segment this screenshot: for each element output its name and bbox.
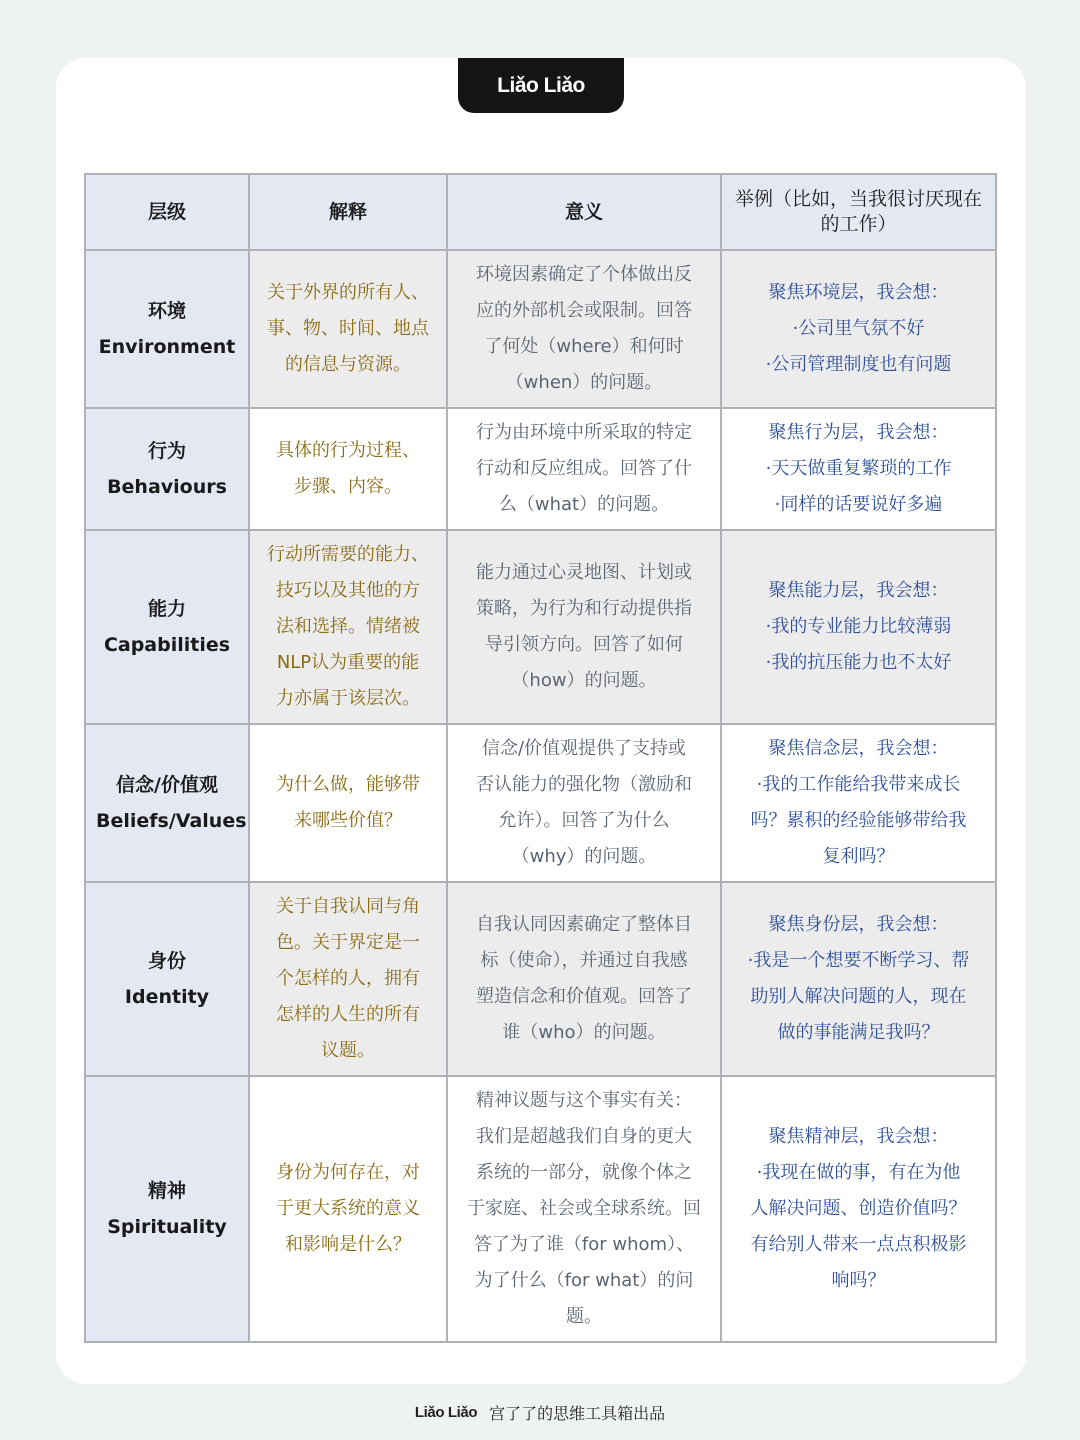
example-line: ·我的抗压能力也不太好 — [765, 652, 952, 673]
explain-line: 于更大系统的意义 — [276, 1198, 420, 1219]
example-line: 聚焦行为层，我会想： — [768, 422, 949, 443]
meaning-line: 允许）。回答了为什么 — [498, 810, 670, 831]
explain-line: 的信息与资源。 — [285, 354, 411, 375]
meaning-line: 系统的一部分，就像个体之 — [476, 1162, 692, 1183]
level-cell — [85, 530, 249, 724]
level-cell — [85, 882, 249, 1076]
meaning-line: 谁（who）的问题。 — [502, 1022, 666, 1043]
example-cell — [721, 530, 996, 724]
meaning-line: 应的外部机会或限制。回答 — [476, 300, 692, 321]
header-level: 层级 — [85, 174, 249, 250]
level-name-en: Beliefs/Values — [96, 810, 247, 832]
footer — [0, 1399, 1080, 1425]
table-row — [85, 408, 996, 530]
footer-logo: Liǎo Liǎo — [414, 1403, 478, 1421]
meaning-cell — [447, 530, 721, 724]
level-name-cn: 环境 — [147, 300, 186, 322]
explain-line: 个怎样的人，拥有 — [276, 968, 420, 989]
explain-line: 技巧以及其他的方 — [276, 580, 420, 601]
meaning-line: 自我认同因素确定了整体目 — [476, 914, 692, 935]
example-line: 人解决问题、创造价值吗？ — [750, 1198, 967, 1219]
explain-line: 力亦属于该层次。 — [276, 688, 420, 709]
example-line: 吗？累积的经验能够带给我 — [750, 810, 967, 831]
explain-line: 身份为何存在，对 — [276, 1162, 420, 1183]
level-name-cn: 精神 — [147, 1180, 186, 1202]
meaning-line: 精神议题与这个事实有关： — [476, 1090, 692, 1111]
explain-line: 关于外界的所有人、 — [267, 282, 429, 303]
example-line: 聚焦能力层，我会想： — [768, 580, 949, 601]
level-cell — [85, 1076, 249, 1342]
explain-line: 为什么做，能够带 — [276, 774, 420, 795]
header-explain: 解释 — [249, 174, 447, 250]
meaning-line: （when）的问题。 — [505, 372, 663, 393]
meaning-line: 信念/价值观提供了支持或 — [481, 738, 687, 759]
nlp-levels-table — [84, 173, 997, 1343]
explain-cell — [249, 408, 447, 530]
level-name-en: Spirituality — [107, 1216, 227, 1238]
explain-line: 行动所需要的能力、 — [267, 544, 429, 565]
footer-text: 宫了了的思维工具箱出品 — [489, 1403, 666, 1423]
level-name-cn: 能力 — [147, 598, 186, 620]
level-name-cn: 身份 — [147, 950, 186, 972]
explain-line: 色。关于界定是一 — [276, 932, 420, 953]
level-name-en: Identity — [124, 986, 210, 1008]
example-line: ·公司管理制度也有问题 — [765, 354, 952, 375]
explain-line: 怎样的人生的所有 — [276, 1004, 420, 1025]
explain-line: 关于自我认同与角 — [276, 896, 420, 917]
table-row — [85, 250, 996, 408]
explain-line: 具体的行为过程、 — [276, 440, 420, 461]
explain-cell — [249, 724, 447, 882]
explain-cell — [249, 530, 447, 724]
example-line: ·我现在做的事，有在为他 — [756, 1162, 961, 1183]
meaning-cell — [447, 408, 721, 530]
meaning-line: 环境因素确定了个体做出反 — [476, 264, 692, 285]
table-row — [85, 724, 996, 882]
example-line: ·公司里气氛不好 — [792, 318, 925, 339]
table-row — [85, 1076, 996, 1342]
example-line: ·同样的话要说好多遍 — [774, 494, 943, 515]
example-line: 响吗？ — [831, 1270, 886, 1291]
example-line: 聚焦信念层，我会想： — [768, 738, 949, 759]
header-example: 举例（比如，当我很讨厌现在的工作） — [721, 174, 996, 250]
explain-cell — [249, 1076, 447, 1342]
example-line: ·我是一个想要不断学习、帮 — [747, 950, 970, 971]
table-row — [85, 882, 996, 1076]
meaning-cell — [447, 1076, 721, 1342]
meaning-line: 否认能力的强化物（激励和 — [476, 774, 692, 795]
meaning-line: 么（what）的问题。 — [498, 494, 670, 515]
level-cell — [85, 408, 249, 530]
example-cell — [721, 1076, 996, 1342]
meaning-line: 为了什么（for what）的问 — [474, 1270, 694, 1291]
example-line: 有给别人带来一点点积极影 — [750, 1234, 967, 1255]
example-line: 聚焦身份层，我会想： — [768, 914, 949, 935]
example-line: 助别人解决问题的人，现在 — [750, 986, 967, 1007]
meaning-line: 标（使命），并通过自我感 — [480, 950, 688, 971]
level-name-en: Capabilities — [103, 634, 231, 656]
meaning-line: 我们是超越我们自身的更大 — [476, 1126, 692, 1147]
explain-line: 事、物、时间、地点 — [267, 318, 429, 339]
example-line: ·天天做重复繁琐的工作 — [765, 458, 952, 479]
example-cell — [721, 724, 996, 882]
table-header-row — [85, 174, 996, 250]
meaning-line: 答了为了谁（for whom）、 — [473, 1234, 695, 1255]
meaning-line: 策略，为行为和行动提供指 — [476, 598, 692, 619]
explain-cell — [249, 882, 447, 1076]
example-line: 聚焦精神层，我会想： — [768, 1126, 949, 1147]
meaning-line: 行动和反应组成。回答了什 — [476, 458, 692, 479]
meaning-line: 了何处（where）和何时 — [484, 336, 684, 357]
meaning-line: （why）的问题。 — [511, 846, 657, 867]
explain-line: 和影响是什么？ — [285, 1234, 411, 1255]
table-row — [85, 530, 996, 724]
example-line: 复利吗？ — [822, 846, 895, 867]
meaning-cell — [447, 250, 721, 408]
example-cell — [721, 250, 996, 408]
header-meaning: 意义 — [447, 174, 721, 250]
explain-line: 议题。 — [321, 1040, 375, 1061]
level-name-en: Environment — [98, 336, 236, 358]
level-name-cn: 信念/价值观 — [116, 774, 218, 796]
example-line: 聚焦环境层，我会想： — [768, 282, 949, 303]
example-line: ·我的专业能力比较薄弱 — [765, 616, 952, 637]
explain-line: 步骤、内容。 — [294, 476, 402, 497]
explain-line: 法和选择。情绪被 — [276, 616, 420, 637]
example-cell — [721, 882, 996, 1076]
level-name-en: Behaviours — [107, 476, 227, 498]
level-cell — [85, 724, 249, 882]
level-name-cn: 行为 — [147, 440, 186, 462]
meaning-line: 行为由环境中所采取的特定 — [476, 422, 692, 443]
explain-line: 来哪些价值？ — [294, 810, 402, 831]
brand-logo: Liǎo Liǎo — [458, 58, 624, 113]
meaning-line: 导引领方向。回答了如何 — [485, 634, 683, 655]
meaning-cell — [447, 724, 721, 882]
example-cell — [721, 408, 996, 530]
meaning-line: 能力通过心灵地图、计划或 — [476, 562, 692, 583]
meaning-line: （how）的问题。 — [511, 670, 657, 691]
meaning-line: 于家庭、社会或全球系统。回 — [467, 1198, 701, 1219]
explain-line: NLP认为重要的能 — [276, 652, 420, 673]
meaning-line: 题。 — [566, 1306, 602, 1327]
meaning-line: 塑造信念和价值观。回答了 — [476, 986, 692, 1007]
example-line: 做的事能满足我吗？ — [777, 1022, 940, 1043]
meaning-cell — [447, 882, 721, 1076]
example-line: ·我的工作能给我带来成长 — [756, 774, 961, 795]
explain-cell — [249, 250, 447, 408]
level-cell — [85, 250, 249, 408]
